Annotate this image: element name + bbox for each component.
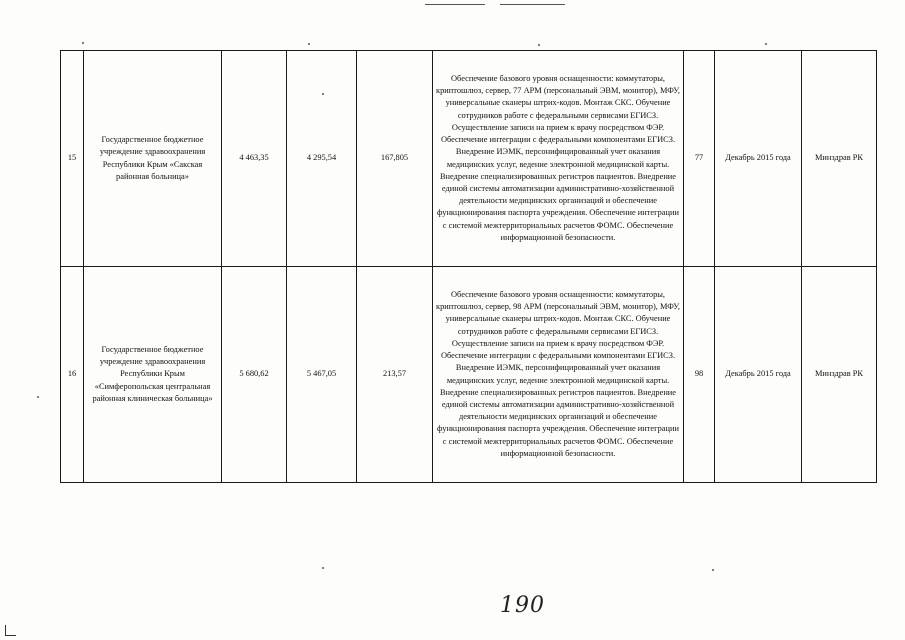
institutions-table [60,50,877,483]
table-row [61,267,877,483]
scan-speck [712,569,714,571]
deadline: Декабрь 2015 года [715,51,802,267]
table-row [61,51,877,267]
institutions-table-container [60,50,864,483]
row-number: 16 [61,267,84,483]
amount-regional: 213,57 [357,267,433,483]
workstation-count: 98 [684,267,715,483]
corner-mark [5,625,16,636]
scan-speck [765,43,767,45]
handwritten-page-number: 190 [500,593,545,618]
measures-description: Обеспечение базового уровня оснащенности: коммутаторы, криптошлюз, сервер, 77 АРМ (персональный ЭВМ, монитор), МФУ, универсальные сканеры штрих-кодов. Монтаж СКС. Обучение сотрудников работе с федеральными сервисами ЕГИСЗ. Осуществление записи на прием к врачу посредством ФЭР. Обеспечение интеграции с федеральными компонентами ЕГИСЗ. Внедрение ИЭМК, персонифицированный учет оказания медицинских услуг, ведение электронной медицинской карты. Внедрение специализированных регистров пациентов. Внедрение единой системы автоматизации административно-хозяйственной деятельности медицинских организаций и обеспечение функционирования паспорта учреждения. Обеспечение интеграции с системой межтерриториальных расчетов ФОМС. Обеспечение информационной безопасности. [433,51,684,267]
deadline: Декабрь 2015 года [715,267,802,483]
responsible-party: Минздрав РК [802,51,877,267]
scan-speck [37,396,39,398]
measures-description: Обеспечение базового уровня оснащенности: коммутаторы, криптошлюз, сервер, 98 АРМ (персональный ЭВМ, монитор), МФУ, универсальные сканеры штрих-кодов. Монтаж СКС. Обучение сотрудников работе с федеральными сервисами ЕГИСЗ. Осуществление записи на прием к врачу посредством ФЭР. Обеспечение интеграции с федеральными компонентами ЕГИСЗ. Внедрение ИЭМК, персонифицированный учет оказания медицинских услуг, ведение электронной медицинской карты. Внедрение специализированных регистров пациентов. Внедрение единой системы автоматизации административно-хозяйственной деятельности медицинских организаций и обеспечение функционирования паспорта учреждения. Обеспечение интеграции с системой межтерриториальных расчетов ФОМС. Обеспечение информационной безопасности. [433,267,684,483]
row-number: 15 [61,51,84,267]
responsible-party: Минздрав РК [802,267,877,483]
scan-speck [308,43,310,45]
amount-federal: 4 295,54 [287,51,357,267]
top-scan-line [425,4,485,5]
amount-total: 4 463,35 [222,51,287,267]
amount-federal: 5 467,05 [287,267,357,483]
scan-speck [322,567,324,569]
institution-name: Государственное бюджетное учреждение здравоохранения Республики Крым «Симферопольская центральная районная клиническая больница» [84,267,222,483]
amount-total: 5 680,62 [222,267,287,483]
institution-name: Государственное бюджетное учреждение здравоохранения Республики Крым «Сакская районная больница» [84,51,222,267]
workstation-count: 77 [684,51,715,267]
scan-speck [538,44,540,46]
top-scan-line [500,4,565,5]
scan-speck [82,42,84,44]
amount-regional: 167,805 [357,51,433,267]
